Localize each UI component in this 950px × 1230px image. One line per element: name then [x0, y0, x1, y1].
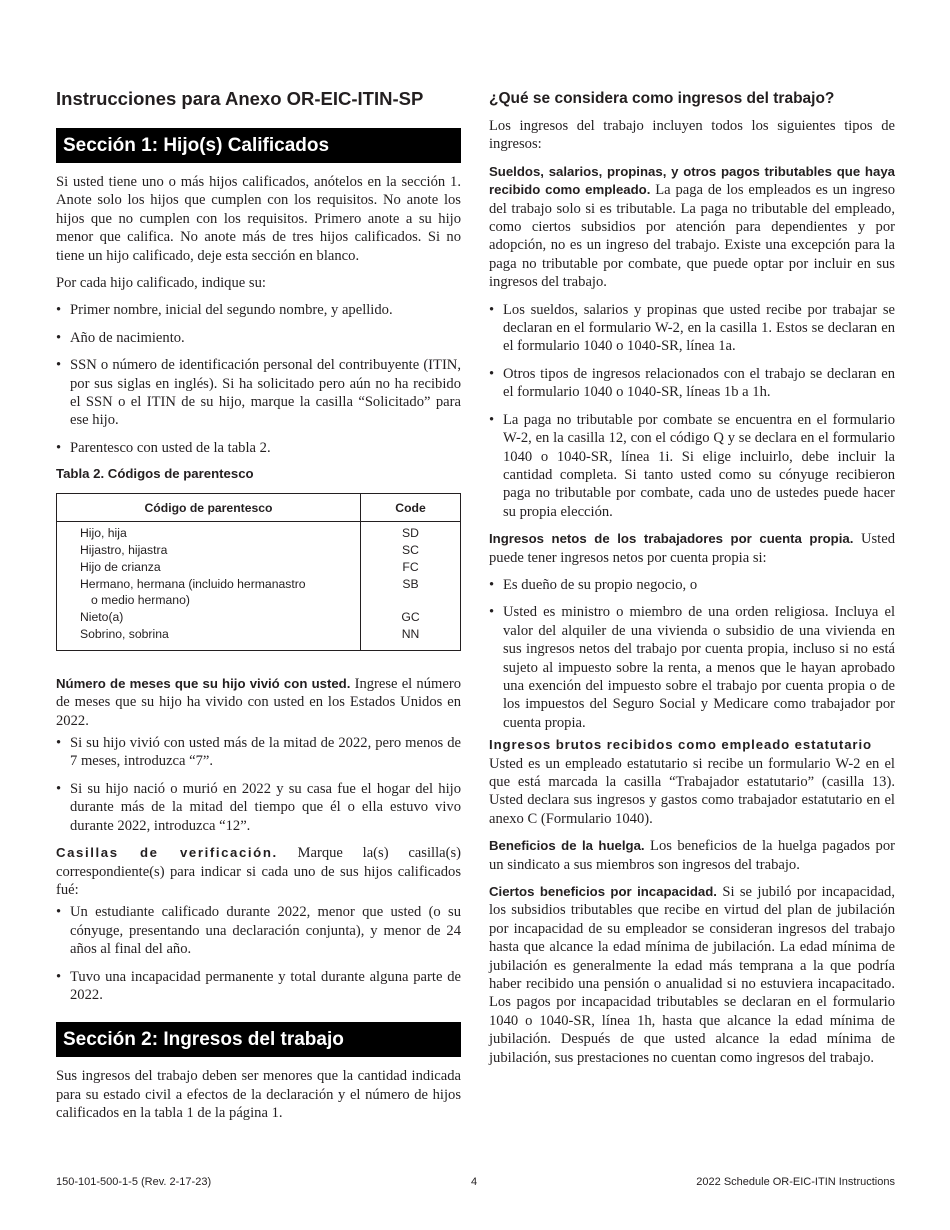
wages-text: La paga de los empleados es un ingreso del trabajo solo si es tributable. La paga no tributable del empleado, como ciertos subsidios por atención para dependientes y por adopción, no es un ingreso del trabajo. Existe una excepción para la paga no tributable por combate, que puede optar por incluir en sus ingresos del trabajo. — [489, 182, 895, 291]
code-cell: GC — [401, 610, 420, 625]
section2-intro: Sus ingresos del trabajo deben ser menores que la cantidad indicada para su estado civil a efectos de la declaración y el número de hijos calificados en la tabla 1 de la página 1. — [56, 1068, 461, 1122]
section1-intro: Si usted tiene uno o más hijos calificados, anótelos en la sección 1. Anote solo los hijos que cumplen con los requisitos. No anote los hijos que no cumplen con los requisitos. Primero anote a su hijo menor que califica. No anote más de tres hijos calificados. Si no tiene un hijo calificado, deje esta sección en blanco. — [56, 174, 461, 264]
list-item: • SSN o número de identificación personal del contribuyente (ITIN, por sus siglas en inglés). Si ha solicitado pero aún no ha recibido el SSN o el ITIN de su hijo, marque la casilla “Solicitado” para ese hijo. — [56, 356, 461, 430]
code-cell: SB — [402, 576, 419, 591]
self-employment-paragraph — [489, 530, 895, 567]
footer-page-number: 4 — [471, 1176, 478, 1188]
table-header-relationship: Código de parentesco — [57, 494, 361, 522]
section1-list — [56, 301, 461, 457]
list-item: • Si su hijo vivió con usted más de la mitad de 2022, pero menos de 7 meses, introduzca “7”. — [56, 734, 461, 771]
section1-per-child: Por cada hijo calificado, indique su: — [56, 275, 266, 292]
list-item: • Año de nacimiento. — [56, 329, 461, 347]
checkboxes-lead: Casillas de verificación. — [56, 845, 278, 861]
disability-text: Si se jubiló por incapacidad, los subsidios tributables que recibe en virtud del plan de jubilación por incapacidad de su empleador se consideran ingresos del trabajo hasta que alcance la edad mínima de jubilación. La edad mínima de jubilación es generalmente la edad más temprana a la que podría haber recibido una pensión o anualidad si no estuviera incapacitado. Los pagos por incapacidad tributables se declaran en el formulario 1040 o 1040-SR, línea 1h, hasta que alcance la edad mínima de jubilación. Después de que usted alcance la edad mínima de jubilación, sus prestaciones no cuentan como ingresos del trabajo. — [489, 884, 895, 1066]
self-employment-lead: Ingresos netos de los trabajadores por cuenta propia. — [489, 531, 854, 547]
list-item: • Parentesco con usted de la tabla 2. — [56, 439, 461, 457]
list-item: • Tuvo una incapacidad permanente y total durante alguna parte de 2022. — [56, 968, 461, 1005]
statutory-text: Usted es un empleado estatutario si recibe un formulario W-2 en el que está marcada la casilla “Trabajador estatutario” (casilla 13). Usted declara sus ingresos y gastos como trabajador estatutario en el anexo C (Formulario 1040). — [489, 755, 895, 827]
months-lead: Número de meses que su hijo vivió con usted. — [56, 675, 351, 691]
relationship-cell: o medio hermano) — [91, 593, 190, 608]
disability-lead: Ciertos beneficios por incapacidad. — [489, 884, 717, 900]
checkboxes-list — [56, 903, 461, 1004]
wages-list — [489, 301, 895, 521]
list-item: • Los sueldos, salarios y propinas que usted recibe por trabajar se declaran en el formulario W-2, en la casilla 1. Estos se declaran en el formulario 1040 o 1040-SR, línea 1a. — [489, 301, 895, 356]
relationship-column — [57, 522, 361, 651]
footer-form-number: 150-101-500-1-5 (Rev. 2-17-23) — [56, 1176, 212, 1188]
code-cell: FC — [402, 559, 419, 574]
list-item: • Usted es ministro o miembro de una orden religiosa. Incluya el valor del alquiler de una vivienda o subsidio de una vivienda en sus ingresos netos del trabajo por cuenta propia, incluso si no está sujeto al impuesto sobre la renta, a menos que le hayan aprobado una exención del impuesto sobre el trabajo por cuenta propia o de los impuestos del Seguro Social y Medicare como trabajador por cuenta propia. — [489, 603, 895, 732]
right-column — [489, 88, 895, 1076]
code-cell: NN — [401, 627, 420, 642]
relationship-cell: Sobrino, sobrina — [80, 627, 169, 642]
wages-paragraph — [489, 163, 895, 292]
disability-paragraph — [489, 883, 895, 1067]
relationship-cell: Hijo, hija — [80, 526, 127, 541]
code-column — [361, 522, 461, 651]
checkboxes-text: Marque la(s) casilla(s) correspondiente(s) para indicar si cada uno de sus hijos calificados fué: — [56, 845, 462, 898]
statutory-paragraph — [489, 736, 895, 828]
code-cell: SC — [402, 543, 419, 558]
self-employment-text: Usted puede tener ingresos netos por cuenta propia si: — [489, 531, 896, 566]
months-text: Ingrese el número de meses que su hijo ha vivido con usted en los Estados Unidos en 2022. — [56, 675, 461, 729]
self-employment-list — [489, 576, 895, 732]
table-header-code: Code — [361, 494, 461, 522]
relationship-cell: Hijastro, hijastra — [80, 543, 168, 558]
months-list — [56, 734, 461, 835]
wages-lead: Sueldos, salarios, propinas, y otros pagos tributables que haya recibido como empleado. — [489, 163, 895, 198]
relationship-table — [56, 493, 461, 651]
list-item: • Primer nombre, inicial del segundo nombre, y apellido. — [56, 301, 461, 319]
checkboxes-paragraph — [56, 844, 461, 899]
section1-header: Sección 1: Hijo(s) Calificados — [56, 128, 461, 163]
relationship-cell: Hijo de crianza — [80, 559, 161, 574]
list-item: • Un estudiante calificado durante 2022, menor que usted (o su cónyuge, presentando una declaración conjunta), y menor de 24 años al final del año. — [56, 903, 461, 958]
list-item: • Es dueño de su propio negocio, o — [489, 576, 895, 594]
code-cell: SD — [402, 526, 419, 541]
months-paragraph — [56, 675, 461, 730]
footer-doc-name: 2022 Schedule OR-EIC-ITIN Instructions — [696, 1176, 895, 1188]
section2-header: Sección 2: Ingresos del trabajo — [56, 1022, 461, 1057]
relationship-cell: Nieto(a) — [80, 610, 124, 625]
strike-text: Los beneficios de la huelga pagados por un sindicato a sus miembros son ingresos del trabajo. — [489, 838, 896, 873]
statutory-lead: Ingresos brutos recibidos como empleado estatutario — [489, 737, 872, 753]
left-column — [56, 88, 461, 1132]
page-title: Instrucciones para Anexo OR-EIC-ITIN-SP — [56, 88, 424, 109]
list-item: • Si su hijo nació o murió en 2022 y su casa fue el hogar del hijo durante más de la mitad del tiempo que él o ella estuvo vivo durante 2022, introduzca “12”. — [56, 780, 461, 835]
code-cell — [361, 592, 460, 609]
relationship-cell: Hermano, hermana (incluido hermanastro — [80, 576, 306, 591]
table-caption: Tabla 2. Códigos de parentesco — [56, 466, 254, 482]
list-item: • La paga no tributable por combate se encuentra en el formulario W-2, en la casilla 12, con el código Q y se declara en el formulario 1040 o 1040-SR, línea 1i. Si elige incluirlo, debe incluir la cantidad completa. Si tanto usted como su cónyuge recibieron paga no tributable por combate, cada uno de ustedes puede hacer su propia elección. — [489, 411, 895, 521]
list-item: • Otros tipos de ingresos relacionados con el trabajo se declaran en el formulario 1040 o 1040-SR, líneas 1b a 1h. — [489, 365, 895, 402]
earned-income-heading: ¿Qué se considera como ingresos del trabajo? — [489, 90, 835, 107]
strike-paragraph — [489, 837, 895, 874]
strike-lead: Beneficios de la huelga. — [489, 838, 645, 854]
earned-income-intro: Los ingresos del trabajo incluyen todos los siguientes tipos de ingresos: — [489, 118, 895, 153]
